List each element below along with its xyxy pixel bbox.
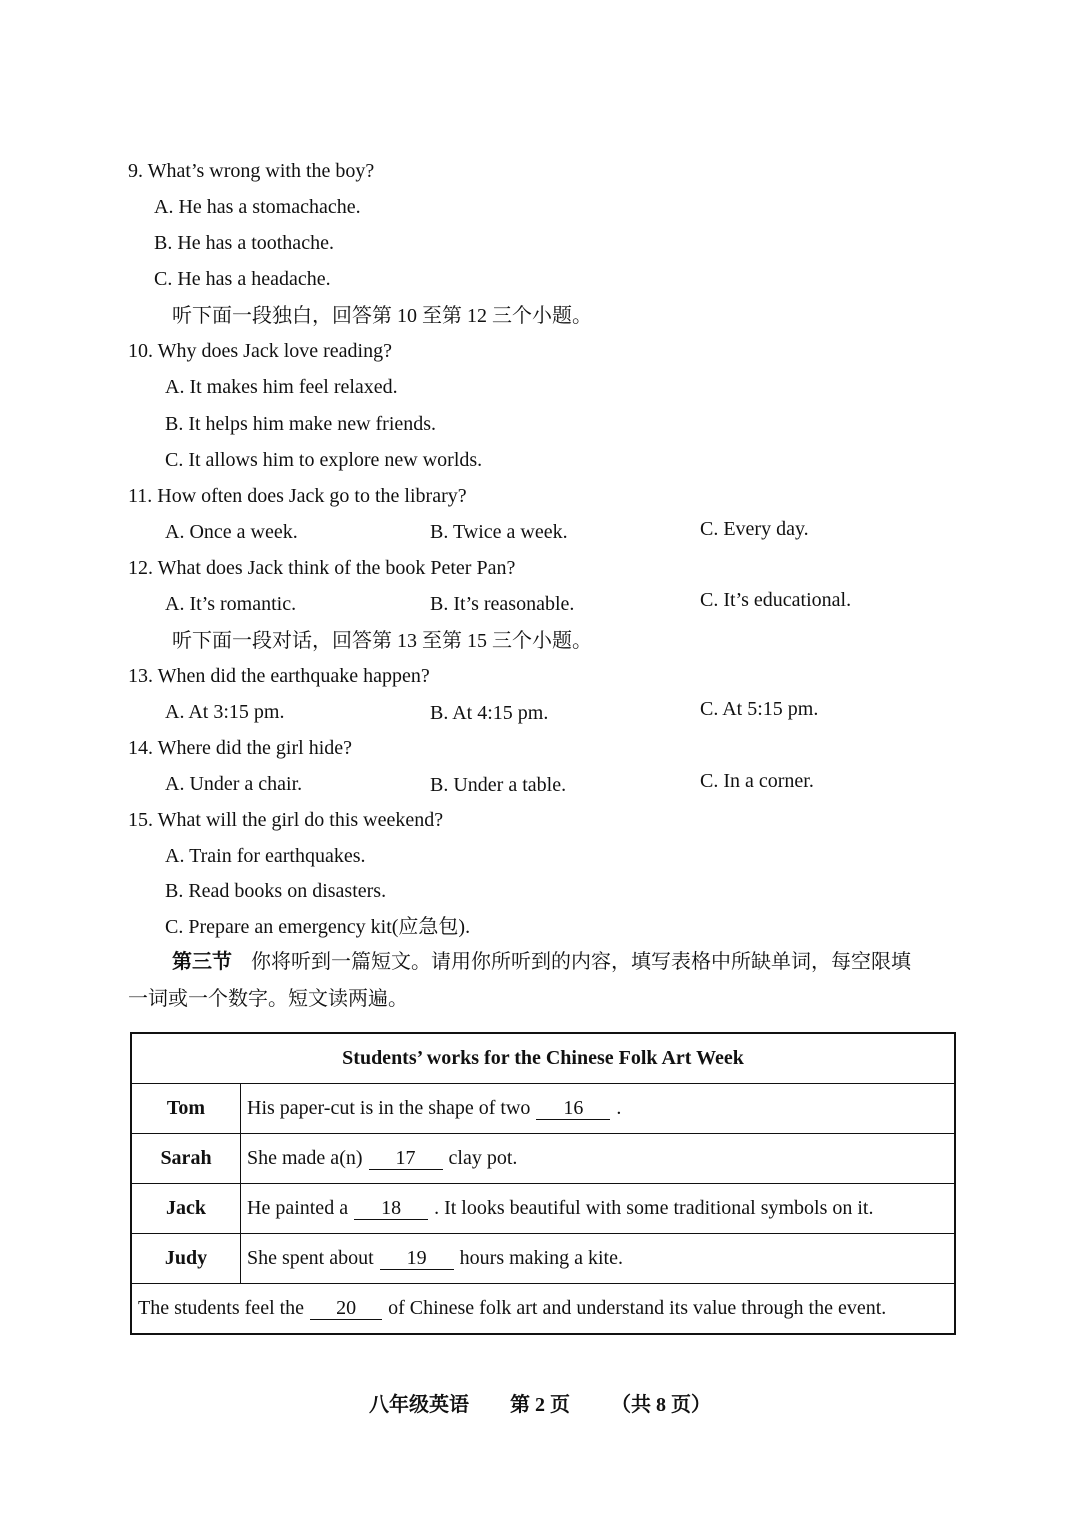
table-summary-row [131,1284,955,1335]
footer-subject: 八年级英语 [369,1394,469,1416]
work-text-before: He painted a [247,1197,349,1219]
answer-blank: 19 [380,1247,454,1270]
work-text-after: . [616,1097,622,1119]
student-work [241,1184,956,1234]
question-10-stem: 10. Why does Jack love reading? [128,340,392,362]
answer-blank: 18 [354,1197,428,1220]
question-13-option-c: C. At 5:15 pm. [700,698,819,720]
answer-blank: 16 [536,1097,610,1120]
table-title: Students’ works for the Chinese Folk Art Week [131,1033,955,1084]
table-title-row [131,1033,955,1084]
question-15-option-b: B. Read books on disasters. [165,880,387,902]
footer-total-pages: （共 8 页） [611,1394,711,1416]
table-row [131,1134,955,1184]
question-11-option-b: B. Twice a week. [430,521,568,543]
question-13-option-a: A. At 3:15 pm. [165,701,285,723]
footer-page-number: 第 2 页 [510,1394,570,1416]
question-12-option-a: A. It’s romantic. [165,593,297,615]
question-12-option-c: C. It’s educational. [700,589,852,611]
work-text-before: She spent about [247,1247,374,1269]
student-name: Sarah [131,1134,241,1184]
section-3-instruction [172,948,911,976]
table-summary [131,1284,955,1335]
question-11-option-c: C. Every day. [700,518,809,540]
student-name: Tom [131,1084,241,1134]
question-14-stem: 14. Where did the girl hide? [128,737,353,759]
question-13-stem: 13. When did the earthquake happen? [128,665,430,687]
question-11-stem: 11. How often does Jack go to the library? [128,485,467,507]
question-10-option-a: A. It makes him feel relaxed. [165,376,398,398]
table-row [131,1234,955,1284]
work-text-after: . It looks beautiful with some traditional symbols on it. [434,1197,874,1219]
question-14-option-c: C. In a corner. [700,770,814,792]
instruction-13-15: 听下面一段对话，回答第 13 至第 15 三个小题。 [172,630,592,652]
summary-text-after: of Chinese folk art and understand its value through the event. [388,1297,887,1319]
question-12-stem: 12. What does Jack think of the book Peter Pan? [128,557,516,579]
question-9-option-a: A. He has a stomachache. [154,196,361,218]
question-9-stem: 9. What’s wrong with the boy? [128,160,375,182]
question-15-option-a: A. Train for earthquakes. [165,845,366,867]
instruction-10-12: 听下面一段独白，回答第 10 至第 12 三个小题。 [172,305,592,327]
work-text-after: clay pot. [448,1147,518,1169]
answer-blank: 17 [369,1147,443,1170]
student-name: Jack [131,1184,241,1234]
student-work [241,1134,956,1184]
question-9-option-b: B. He has a toothache. [154,232,334,254]
student-work [241,1234,956,1284]
section-3-text-line2: 一词或一个数字。短文读两遍。 [128,988,408,1010]
question-15-stem: 15. What will the girl do this weekend? [128,809,444,831]
question-14-option-b: B. Under a table. [430,774,567,796]
summary-text-before: The students feel the [138,1297,305,1319]
table-row [131,1184,955,1234]
question-10-option-b: B. It helps him make new friends. [165,413,437,435]
section-3-text-line1: 你将听到一篇短文。请用你所听到的内容，填写表格中所缺单词，每空限填 [251,951,911,973]
student-work [241,1084,956,1134]
question-9-option-c: C. He has a headache. [154,268,331,290]
section-3-label: 第三节 [172,951,232,973]
work-text-before: She made a(n) [247,1147,363,1169]
answer-blank: 20 [310,1297,382,1320]
student-name: Judy [131,1234,241,1284]
question-12-option-b: B. It’s reasonable. [430,593,575,615]
table-row [131,1084,955,1134]
work-text-before: His paper-cut is in the shape of two [247,1097,531,1119]
work-text-after: hours making a kite. [459,1247,623,1269]
question-14-option-a: A. Under a chair. [165,773,303,795]
question-10-option-c: C. It allows him to explore new worlds. [165,449,483,471]
question-15-option-c: C. Prepare an emergency kit(应急包). [165,916,471,938]
question-13-option-b: B. At 4:15 pm. [430,702,549,724]
question-11-option-a: A. Once a week. [165,521,298,543]
page-footer [0,1388,1080,1417]
fill-in-table [130,1032,956,1335]
